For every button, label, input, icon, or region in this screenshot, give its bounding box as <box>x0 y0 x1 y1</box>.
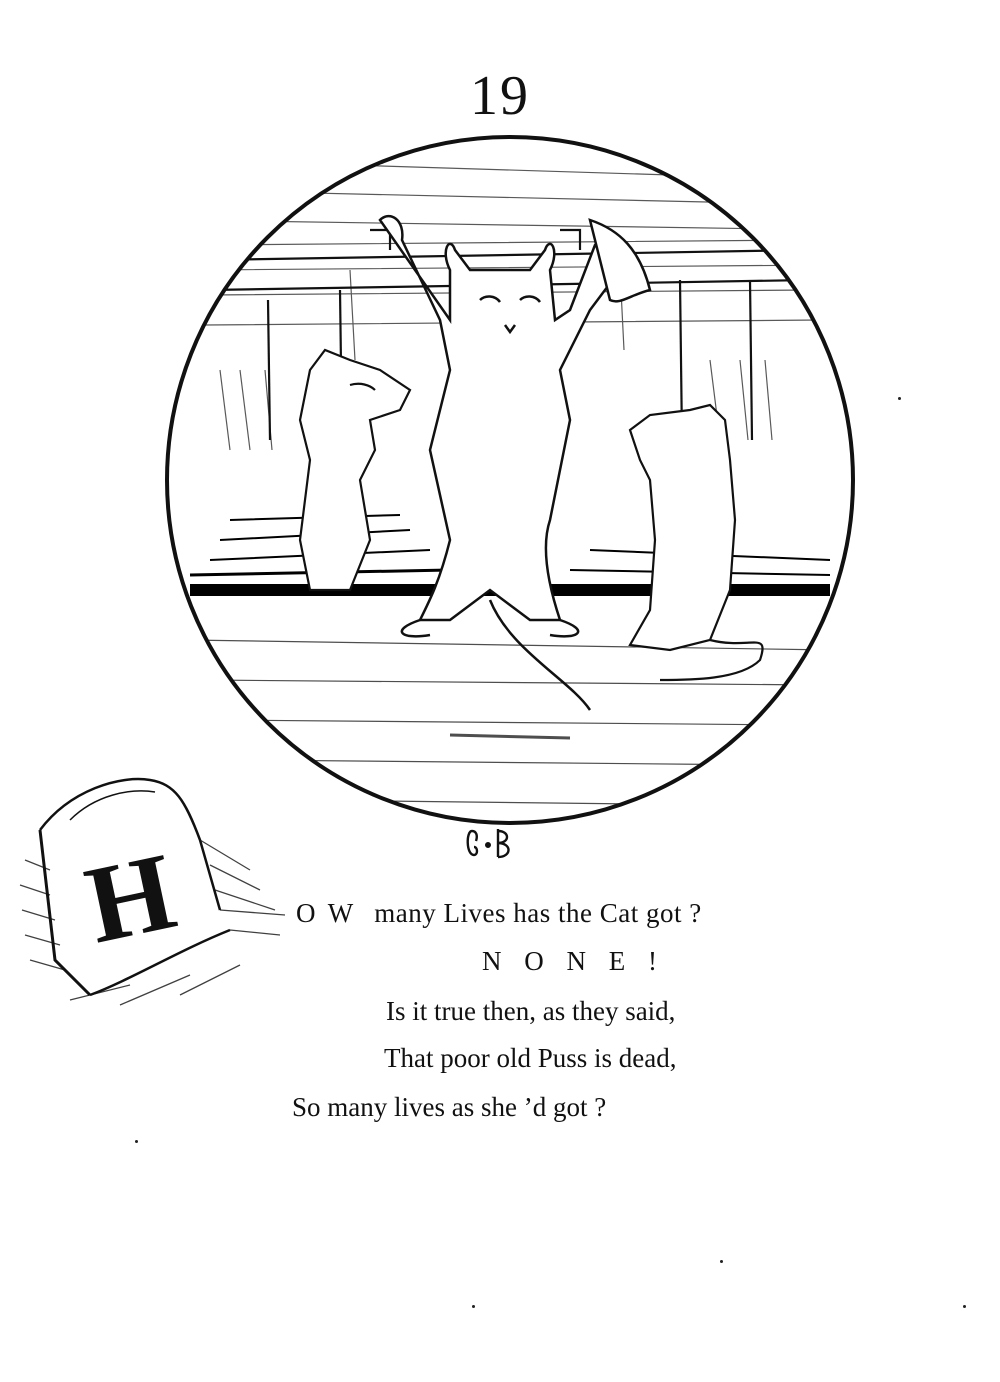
paper-speck <box>963 1305 966 1308</box>
verse-line-5: So many lives as she ’d got ? <box>292 1092 607 1122</box>
verse-line-1-rest: many Lives has the Cat got ? <box>374 898 702 928</box>
verse-line-3: Is it true then, as they said, <box>386 996 676 1026</box>
page-number: 19 <box>470 65 530 127</box>
paper-speck <box>135 1140 138 1143</box>
verse-line-2: N O N E ! <box>482 946 665 976</box>
central-cat <box>380 216 650 710</box>
right-cat <box>630 405 763 680</box>
verse-line-1-start: O W <box>296 898 357 928</box>
cat-illustration <box>150 120 870 840</box>
gravestone-drawing <box>10 770 300 1030</box>
drop-cap-letter: H <box>75 829 185 967</box>
left-cat <box>300 350 410 590</box>
verse-line-4: That poor old Puss is dead, <box>384 1043 677 1073</box>
illustration-scene <box>180 160 840 805</box>
drop-cap-gravestone <box>10 770 300 1030</box>
artist-monogram-icon <box>460 825 520 865</box>
paper-speck <box>898 397 901 400</box>
verse-line-1 <box>296 900 702 927</box>
paper-speck <box>720 1260 723 1263</box>
paper-speck <box>472 1305 475 1308</box>
